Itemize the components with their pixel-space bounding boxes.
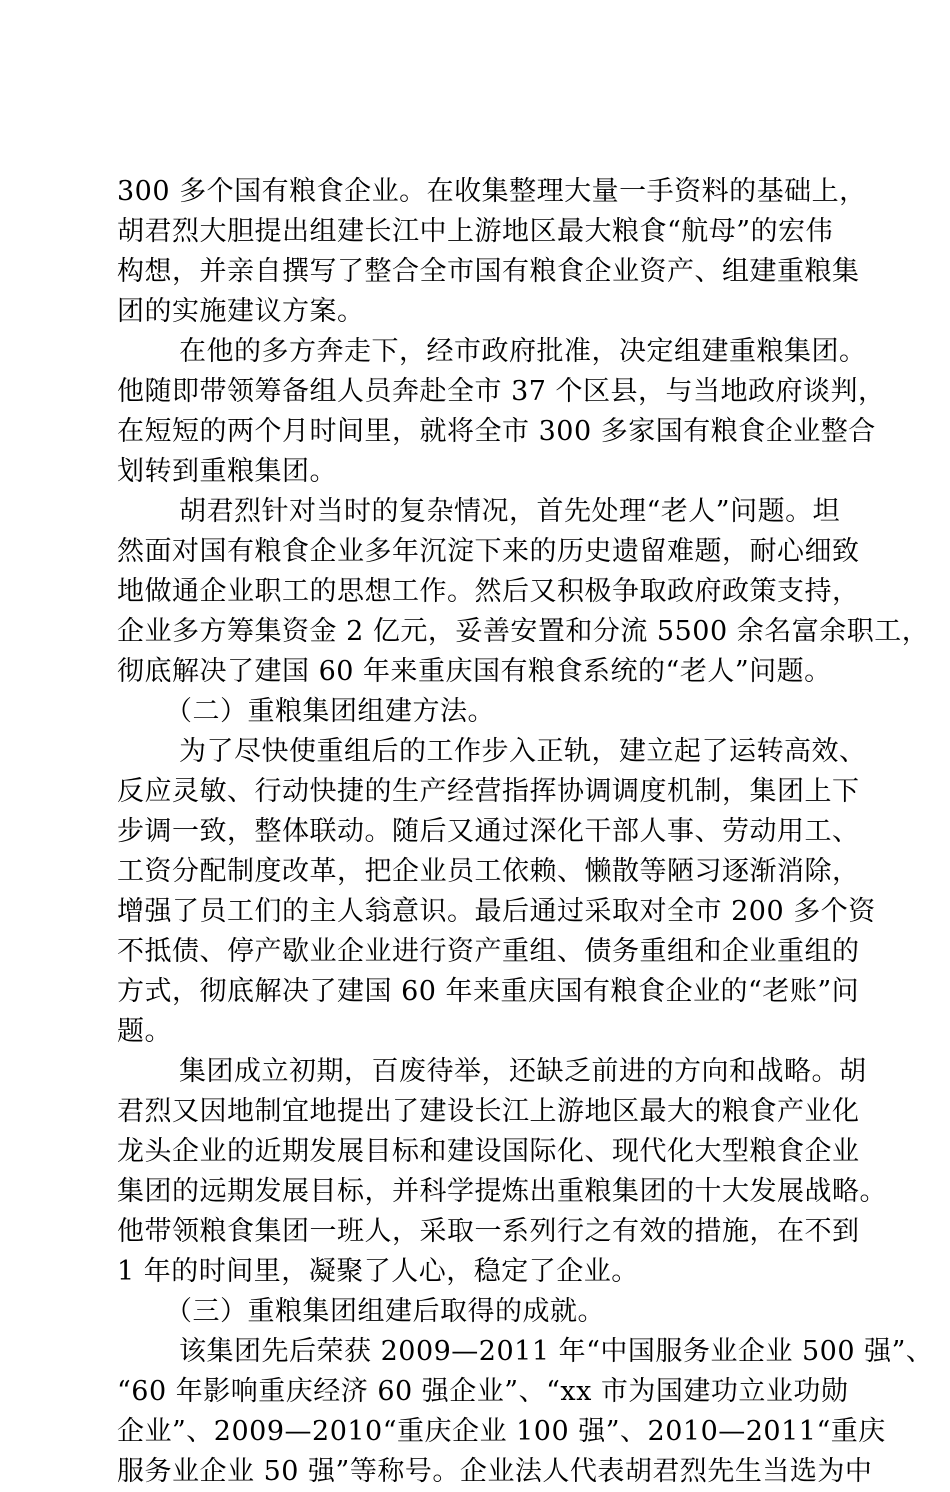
- text-line: 企业多方筹集资金 2 亿元，妥善安置和分流 5500 余名富余职工，: [117, 616, 930, 647]
- section-heading: （三）重粮集团组建后取得的成就。: [165, 1296, 605, 1327]
- text-line: 然面对国有粮食企业多年沉淀下来的历史遗留难题，耐心细致: [117, 536, 860, 567]
- text-line: 彻底解决了建国 60 年来重庆国有粮食系统的“老人”问题。: [117, 656, 832, 687]
- text-line: 团的实施建议方案。: [117, 296, 365, 327]
- text-line: 增强了员工们的主人翁意识。最后通过采取对全市 200 多个资: [117, 896, 876, 927]
- text-line: 300 多个国有粮食企业。在收集整理大量一手资料的基础上，: [117, 176, 867, 207]
- text-line: 构想，并亲自撰写了整合全市国有粮食企业资产、组建重粮集: [117, 256, 860, 287]
- text-line: 划转到重粮集团。: [117, 456, 337, 487]
- text-line: 地做通企业职工的思想工作。然后又积极争取政府政策支持，: [117, 576, 860, 607]
- text-line: 题。: [117, 1016, 172, 1047]
- text-line: 企业”、2009—2010“重庆企业 100 强”、2010—2011“重庆: [117, 1416, 886, 1447]
- text-line: 集团成立初期，百废待举，还缺乏前进的方向和战略。胡: [179, 1056, 867, 1087]
- text-line: 他随即带领筹备组人员奔赴全市 37 个区县，与当地政府谈判，: [117, 376, 886, 407]
- text-line: 反应灵敏、行动快捷的生产经营指挥协调调度机制，集团上下: [117, 776, 860, 807]
- text-line: 不抵债、停产歇业企业进行资产重组、债务重组和企业重组的: [117, 936, 860, 967]
- text-line: 方式，彻底解决了建国 60 年来重庆国有粮食企业的“老账”问: [117, 976, 860, 1007]
- text-line: 服务业企业 50 强”等称号。企业法人代表胡君烈先生当选为中: [117, 1456, 873, 1487]
- text-line: 集团的远期发展目标，并科学提炼出重粮集团的十大发展战略。: [117, 1176, 887, 1207]
- text-line: 步调一致，整体联动。随后又通过深化干部人事、劳动用工、: [117, 816, 860, 847]
- text-line: “60 年影响重庆经济 60 强企业”、“xx 市为国建功立业功勋: [117, 1376, 849, 1407]
- text-line: 他带领粮食集团一班人，采取一系列行之有效的措施，在不到: [117, 1216, 860, 1247]
- text-line: 君烈又因地制宜地提出了建设长江上游地区最大的粮食产业化: [117, 1096, 860, 1127]
- text-line: 在短短的两个月时间里，就将全市 300 多家国有粮食企业整合: [117, 416, 876, 447]
- text-line: 为了尽快使重组后的工作步入正轨，建立起了运转高效、: [179, 736, 867, 767]
- section-heading: （二）重粮集团组建方法。: [165, 696, 495, 727]
- text-line: 龙头企业的近期发展目标和建设国际化、现代化大型粮食企业: [117, 1136, 860, 1167]
- text-line: 1 年的时间里，凝聚了人心，稳定了企业。: [117, 1256, 639, 1287]
- text-line: 胡君烈大胆提出组建长江中上游地区最大粮食“航母”的宏伟: [117, 216, 834, 247]
- text-line: 在他的多方奔走下，经市政府批准，决定组建重粮集团。: [179, 336, 867, 367]
- text-line: 工资分配制度改革，把企业员工依赖、懒散等陋习逐渐消除，: [117, 856, 860, 887]
- text-line: 胡君烈针对当时的复杂情况，首先处理“老人”问题。坦: [179, 496, 841, 527]
- text-line: 该集团先后荣获 2009—2011 年“中国服务业企业 500 强”、: [179, 1336, 934, 1367]
